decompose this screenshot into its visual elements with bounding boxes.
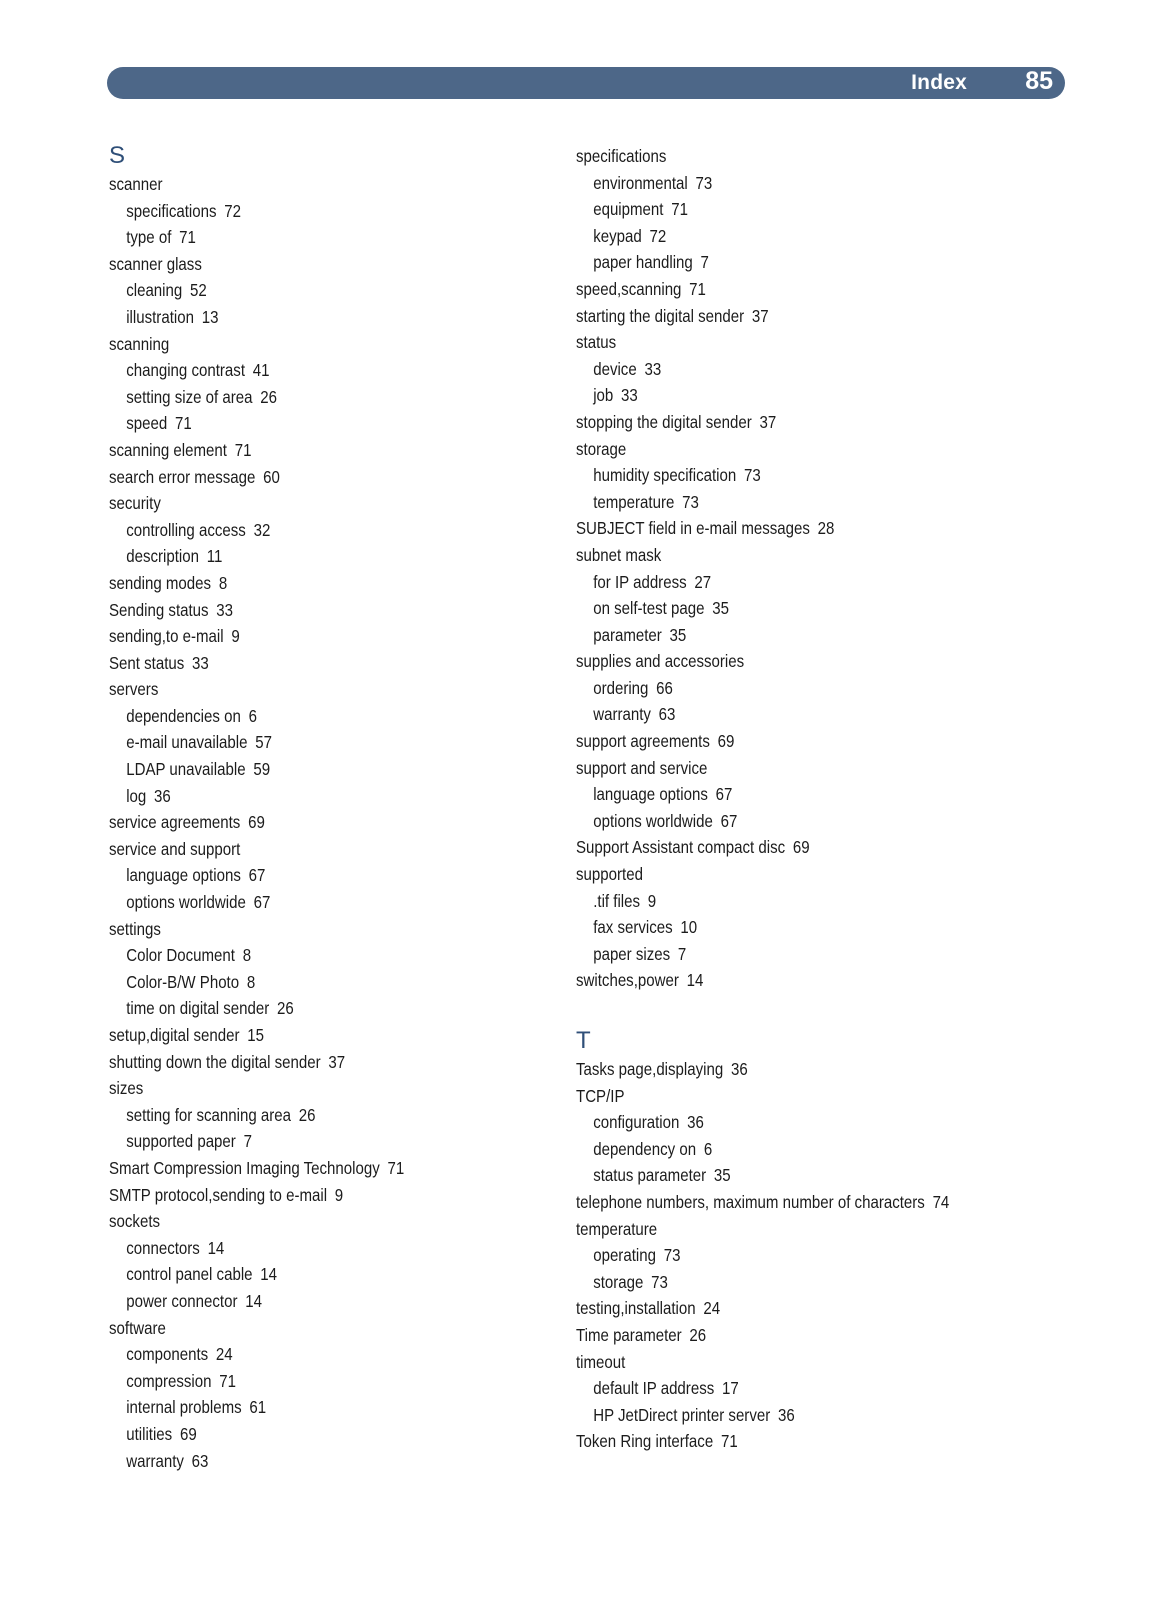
entry-term: status <box>576 332 617 353</box>
entry-page-number: 52 <box>190 280 207 301</box>
index-entry <box>576 436 980 463</box>
index-entry <box>109 1208 513 1235</box>
entry-page-number: 15 <box>247 1025 265 1045</box>
entry-term: starting the digital sender <box>576 305 745 326</box>
index-entry <box>109 1049 513 1076</box>
index-entry <box>109 570 513 597</box>
index-subentry <box>576 914 980 941</box>
index-entry <box>576 1295 980 1322</box>
entry-page-number: 7 <box>700 252 709 273</box>
index-subentry <box>576 489 980 516</box>
entry-page-number: 36 <box>730 1059 748 1079</box>
entry-term: fax services <box>593 917 673 938</box>
entry-page-number: 14 <box>686 970 704 991</box>
entry-term: testing,installation <box>576 1298 696 1319</box>
entry-term: temperature <box>593 491 675 512</box>
entry-page-number: 35 <box>712 598 729 619</box>
entry-page-number: 27 <box>694 571 712 592</box>
entry-term: setup,digital sender <box>109 1025 240 1045</box>
index-subentry <box>576 356 980 383</box>
entry-term: Tasks page,displaying <box>576 1059 724 1079</box>
entry-page-number: 67 <box>253 892 271 913</box>
index-entry <box>109 836 513 863</box>
entry-page-number: 9 <box>647 890 657 911</box>
index-entry <box>576 303 980 330</box>
entry-page-number: 71 <box>219 1370 237 1391</box>
index-entry <box>576 1428 980 1455</box>
index-entry <box>576 1349 980 1376</box>
entry-term: options worldwide <box>593 810 713 831</box>
index-subentry <box>576 1136 980 1163</box>
entry-page-number: 26 <box>277 998 294 1019</box>
entry-page-number: 69 <box>179 1423 197 1444</box>
entry-term: log <box>126 785 147 806</box>
entry-page-number: 71 <box>387 1157 405 1178</box>
entry-term: device <box>593 358 637 379</box>
index-subentry <box>109 384 513 411</box>
index-entry <box>109 464 513 491</box>
entry-term: storage <box>593 1271 644 1292</box>
index-entry <box>109 331 513 358</box>
entry-term: service and support <box>109 838 241 859</box>
entry-page-number: 8 <box>246 971 256 992</box>
entry-term: warranty <box>593 704 651 725</box>
entry-page-number: 71 <box>174 413 192 434</box>
entry-term: time on digital sender <box>126 998 270 1019</box>
entry-term: sending modes <box>109 572 212 593</box>
entry-term: timeout <box>576 1351 626 1372</box>
entry-term: job <box>593 385 614 406</box>
entry-term: stopping the digital sender <box>576 411 752 432</box>
index-entry <box>576 409 980 436</box>
entry-page-number: 26 <box>260 386 278 407</box>
entry-page-number: 8 <box>218 572 228 593</box>
index-subentry <box>109 783 513 810</box>
entry-term: specifications <box>576 146 667 166</box>
entry-page-number: 35 <box>713 1165 731 1186</box>
entry-page-number: 59 <box>253 759 271 780</box>
index-entry <box>109 623 513 650</box>
index-entry <box>576 967 980 994</box>
index-entry <box>109 490 513 517</box>
entry-page-number: 63 <box>658 704 676 725</box>
entry-page-number: 72 <box>649 225 667 246</box>
entry-term: support and service <box>576 757 708 778</box>
entry-page-number: 60 <box>263 466 280 487</box>
index-subentry <box>109 1341 513 1368</box>
index-subentry <box>576 808 980 835</box>
entry-term: Support Assistant compact disc <box>576 837 786 858</box>
index-entry <box>576 329 980 356</box>
entry-page-number: 74 <box>932 1191 950 1212</box>
entry-term: specifications <box>126 200 217 221</box>
entry-term: sending,to e-mail <box>109 626 224 647</box>
index-entry <box>576 755 980 782</box>
index-entry <box>109 1155 513 1182</box>
section-letter: T <box>576 1027 591 1054</box>
entry-page-number: 26 <box>689 1324 707 1345</box>
index-subentry <box>109 862 513 889</box>
entry-term: status parameter <box>593 1165 707 1186</box>
entry-page-number: 73 <box>651 1271 668 1292</box>
entry-page-number: 37 <box>759 411 777 432</box>
index-entry <box>109 1182 513 1209</box>
entry-page-number: 28 <box>817 518 835 539</box>
index-column-right <box>576 143 1046 1455</box>
entry-term: compression <box>126 1370 212 1391</box>
entry-term: subnet mask <box>576 544 662 565</box>
entry-term: type of <box>126 227 172 248</box>
entry-term: for IP address <box>593 571 687 592</box>
entry-term: Sending status <box>109 599 209 620</box>
entry-term: utilities <box>126 1423 173 1444</box>
index-subentry <box>576 622 980 649</box>
entry-page-number: 6 <box>703 1138 713 1159</box>
index-subentry <box>109 969 513 996</box>
entry-page-number: 37 <box>751 305 769 326</box>
entry-term: keypad <box>593 225 642 246</box>
entry-term: paper handling <box>593 252 693 273</box>
entry-page-number: 33 <box>216 599 234 620</box>
entry-term: Color-B/W Photo <box>126 971 240 992</box>
entry-term: storage <box>576 438 627 459</box>
index-subentry <box>576 170 980 197</box>
entry-term: humidity specification <box>593 465 737 486</box>
entry-term: paper sizes <box>593 943 671 964</box>
entry-page-number: 13 <box>201 306 219 327</box>
index-subentry <box>576 382 980 409</box>
entry-term: software <box>109 1317 166 1338</box>
entry-page-number: 24 <box>215 1344 233 1365</box>
index-subentry <box>109 942 513 969</box>
entry-page-number: 35 <box>669 624 687 645</box>
entry-term: .tif files <box>593 890 641 911</box>
entry-term: setting for scanning area <box>126 1104 292 1125</box>
index-entry <box>109 916 513 943</box>
entry-term: ordering <box>593 677 649 698</box>
entry-page-number: 36 <box>687 1112 704 1133</box>
index-subentry <box>109 1128 513 1155</box>
index-entry <box>576 834 980 861</box>
index-entry <box>576 542 980 569</box>
entry-term: equipment <box>593 199 664 220</box>
index-entry <box>109 1022 513 1049</box>
entry-term: options worldwide <box>126 892 246 913</box>
entry-term: HP JetDirect printer server <box>593 1404 771 1425</box>
index-entry <box>576 861 980 888</box>
index-subentry <box>576 1402 980 1429</box>
index-entry <box>576 143 980 170</box>
index-entry <box>109 597 513 624</box>
entry-page-number: 33 <box>644 358 662 379</box>
entry-term: scanning element <box>109 439 227 460</box>
entry-term: shutting down the digital sender <box>109 1051 321 1072</box>
index-entry <box>109 251 513 278</box>
entry-term: Sent status <box>109 652 185 673</box>
index-subentry <box>109 543 513 570</box>
entry-term: support agreements <box>576 731 710 752</box>
section-gap <box>576 994 1046 1026</box>
index-entry <box>576 728 980 755</box>
entry-page-number: 73 <box>663 1245 681 1266</box>
entry-page-number: 73 <box>682 491 699 512</box>
index-subentry <box>109 1102 513 1129</box>
index-subentry <box>576 1242 980 1269</box>
index-entry <box>576 515 980 542</box>
entry-term: Color Document <box>126 945 235 966</box>
entry-term: warranty <box>126 1450 184 1471</box>
index-subentry <box>109 357 513 384</box>
entry-term: telephone numbers, maximum number of characters <box>576 1191 925 1212</box>
index-subentry <box>109 1288 513 1315</box>
entry-term: SMTP protocol,sending to e-mail <box>109 1184 328 1205</box>
index-subentry <box>109 995 513 1022</box>
index-subentry <box>576 1375 980 1402</box>
entry-page-number: 14 <box>260 1264 278 1285</box>
index-column-left <box>109 141 579 1474</box>
index-subentry <box>576 675 980 702</box>
entry-term: on self-test page <box>593 598 705 619</box>
index-subentry <box>576 781 980 808</box>
entry-term: Smart Compression Imaging Technology <box>109 1157 380 1178</box>
index-entry <box>576 1189 980 1216</box>
index-subentry <box>109 1368 513 1395</box>
entry-page-number: 9 <box>231 626 240 647</box>
entry-page-number: 69 <box>717 731 735 752</box>
entry-page-number: 9 <box>334 1184 344 1205</box>
entry-page-number: 66 <box>656 677 673 698</box>
entry-term: SUBJECT field in e-mail messages <box>576 518 810 539</box>
entry-page-number: 73 <box>743 465 761 486</box>
entry-term: service agreements <box>109 812 241 833</box>
entry-page-number: 67 <box>720 810 738 831</box>
entry-term: default IP address <box>593 1378 715 1399</box>
entry-term: sockets <box>109 1211 161 1232</box>
index-entry <box>109 437 513 464</box>
entry-term: control panel cable <box>126 1264 253 1285</box>
entry-page-number: 7 <box>677 943 687 964</box>
entry-term: scanner glass <box>109 253 202 274</box>
entry-term: language options <box>126 865 241 886</box>
index-subentry <box>109 304 513 331</box>
entry-page-number: 67 <box>715 784 733 805</box>
entry-page-number: 36 <box>154 785 171 806</box>
entry-term: configuration <box>593 1112 680 1133</box>
entry-page-number: 36 <box>777 1404 795 1425</box>
entry-term: sizes <box>109 1078 144 1099</box>
entry-page-number: 41 <box>252 360 270 381</box>
entry-page-number: 6 <box>248 705 257 726</box>
entry-term: parameter <box>593 624 662 645</box>
index-entry <box>576 1083 980 1110</box>
entry-page-number: 73 <box>695 172 713 193</box>
index-subentry <box>109 1235 513 1262</box>
entry-term: language options <box>593 784 708 805</box>
entry-term: cleaning <box>126 280 183 301</box>
entry-page-number: 26 <box>298 1104 316 1125</box>
index-entry <box>109 809 513 836</box>
entry-term: e-mail unavailable <box>126 732 248 753</box>
entry-term: servers <box>109 679 159 700</box>
entry-term: description <box>126 546 199 567</box>
index-entry <box>109 650 513 677</box>
index-entry <box>576 648 980 675</box>
entry-page-number: 32 <box>253 519 271 540</box>
page-title: Index <box>911 71 967 94</box>
entry-term: components <box>126 1344 209 1365</box>
entry-term: dependencies on <box>126 705 241 726</box>
entry-page-number: 69 <box>792 837 810 858</box>
index-subentry <box>576 701 980 728</box>
entry-term: security <box>109 493 161 514</box>
entry-page-number: 71 <box>671 199 688 220</box>
entry-term: search error message <box>109 466 256 487</box>
entry-term: supported <box>576 864 643 885</box>
entry-page-number: 71 <box>179 227 196 248</box>
index-subentry <box>109 517 513 544</box>
index-subentry <box>109 1394 513 1421</box>
index-subentry <box>109 1261 513 1288</box>
entry-term: Time parameter <box>576 1324 682 1345</box>
entry-term: internal problems <box>126 1397 242 1418</box>
section-letter: S <box>109 142 126 169</box>
entry-term: scanning <box>109 333 170 354</box>
index-subentry <box>576 595 980 622</box>
entry-term: illustration <box>126 306 194 327</box>
index-subentry <box>576 223 980 250</box>
index-subentry <box>109 410 513 437</box>
index-subentry <box>576 1109 980 1136</box>
entry-page-number: 61 <box>249 1397 267 1418</box>
entry-term: dependency on <box>593 1138 697 1159</box>
index-subentry <box>576 249 980 276</box>
index-subentry <box>576 1269 980 1296</box>
index-entry <box>576 276 980 303</box>
entry-term: Token Ring interface <box>576 1431 714 1452</box>
entry-term: environmental <box>593 172 688 193</box>
entry-page-number: 37 <box>328 1051 346 1072</box>
index-entry <box>109 1315 513 1342</box>
index-subentry <box>109 224 513 251</box>
page-number: 85 <box>1025 67 1053 95</box>
index-entry <box>576 1056 980 1083</box>
entry-page-number: 24 <box>703 1298 721 1319</box>
entry-page-number: 7 <box>243 1131 252 1152</box>
entry-term: settings <box>109 918 161 939</box>
entry-page-number: 8 <box>242 945 252 966</box>
entry-page-number: 67 <box>248 865 266 886</box>
index-subentry <box>576 888 980 915</box>
entry-term: controlling access <box>126 519 246 540</box>
index-subentry <box>109 703 513 730</box>
entry-page-number: 33 <box>621 385 638 406</box>
entry-term: power connector <box>126 1290 238 1311</box>
entry-term: speed <box>126 413 168 434</box>
entry-term: operating <box>593 1245 656 1266</box>
index-subentry <box>109 1421 513 1448</box>
entry-term: changing contrast <box>126 360 246 381</box>
entry-page-number: 69 <box>248 812 265 833</box>
index-subentry <box>109 756 513 783</box>
entry-page-number: 14 <box>207 1237 225 1258</box>
entry-page-number: 71 <box>689 278 706 299</box>
index-subentry <box>109 1448 513 1475</box>
entry-page-number: 71 <box>720 1431 738 1452</box>
entry-page-number: 10 <box>680 917 698 938</box>
index-subentry <box>576 462 980 489</box>
index-entry <box>576 1216 980 1243</box>
entry-page-number: 57 <box>255 732 272 753</box>
entry-page-number: 72 <box>224 200 242 221</box>
index-subentry <box>576 196 980 223</box>
entry-term: supplies and accessories <box>576 651 745 672</box>
entry-page-number: 71 <box>234 439 252 460</box>
header-bar <box>107 67 1065 99</box>
entry-term: scanner <box>109 174 163 194</box>
index-entry <box>109 676 513 703</box>
index-entry <box>109 171 513 198</box>
index-subentry <box>109 198 513 225</box>
index-entry <box>576 1322 980 1349</box>
entry-term: TCP/IP <box>576 1085 625 1106</box>
entry-term: switches,power <box>576 970 679 991</box>
index-subentry <box>109 729 513 756</box>
entry-term: temperature <box>576 1218 658 1239</box>
entry-page-number: 17 <box>721 1378 739 1399</box>
index-entry <box>109 1075 513 1102</box>
index-subentry <box>109 889 513 916</box>
index-subentry <box>576 941 980 968</box>
entry-term: LDAP unavailable <box>126 759 246 780</box>
index-subentry <box>109 277 513 304</box>
entry-term: speed,scanning <box>576 278 682 299</box>
entry-page-number: 11 <box>206 546 223 567</box>
index-subentry <box>576 569 980 596</box>
index-subentry <box>576 1162 980 1189</box>
entry-term: supported paper <box>126 1131 236 1152</box>
entry-page-number: 33 <box>192 652 209 673</box>
entry-term: connectors <box>126 1237 200 1258</box>
entry-page-number: 14 <box>245 1290 262 1311</box>
entry-term: setting size of area <box>126 386 253 407</box>
entry-page-number: 63 <box>191 1450 209 1471</box>
